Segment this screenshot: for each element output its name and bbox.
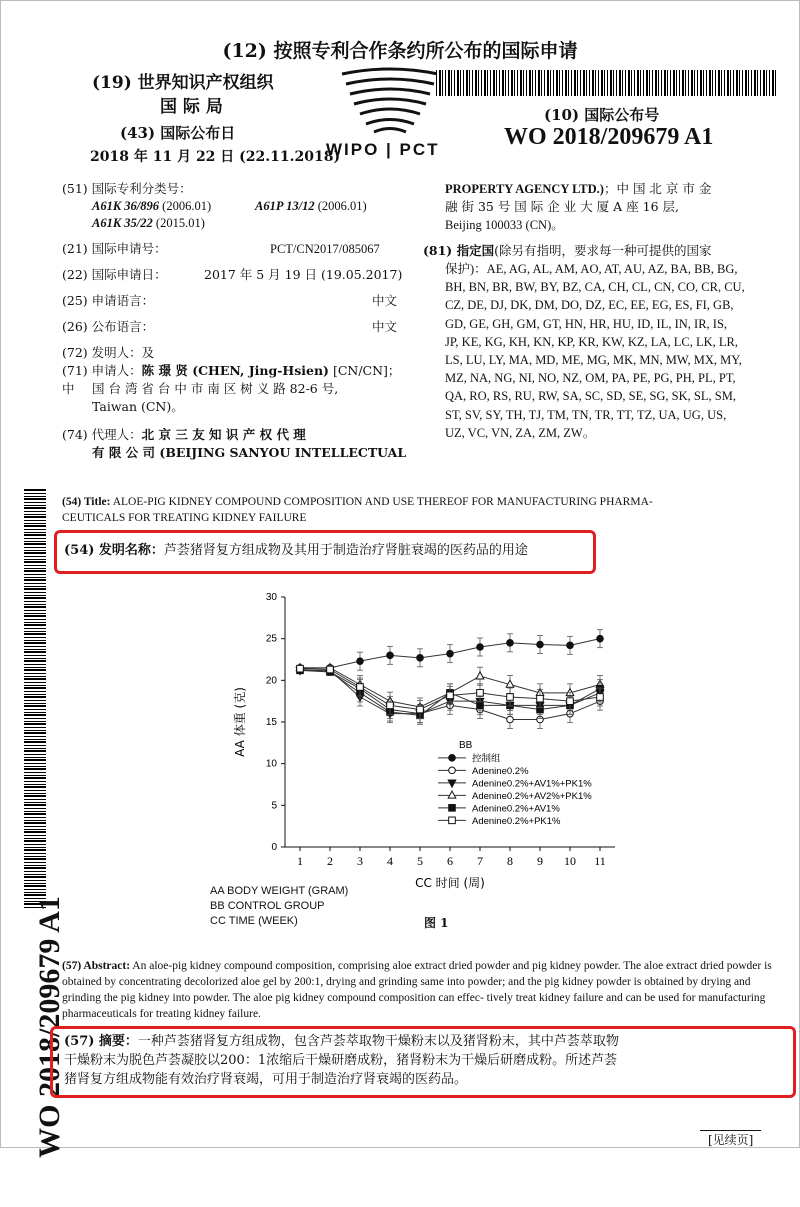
data-point — [387, 702, 394, 709]
document-title: (12) 按照专利合作条约所公布的国际申请 — [222, 40, 578, 62]
y-tick-label: 15 — [265, 717, 277, 728]
abstract-cn-line3: 猪肾复方组成物能有效治疗肾衰竭，可用于制造治疗肾衰竭的医药品。 — [64, 1072, 468, 1087]
agent-name-3: PROPERTY AGENCY LTD.) — [445, 182, 604, 196]
pub-no-label: (10) 国际公布号 — [544, 106, 660, 124]
states-line: BH, BN, BR, BW, BY, BZ, CA, CH, CL, CN, CO, CR, CU, — [445, 280, 745, 295]
x-tick-label: 10 — [564, 854, 576, 868]
abstract-en-label: (57) Abstract: — [62, 960, 131, 972]
data-point — [297, 665, 304, 672]
pub-lang-label: (26) 公布语言： — [62, 319, 155, 334]
agent-name-2: 有 限 公 司 (BEIJING SANYOU INTELLECTUAL — [92, 445, 407, 460]
applicant-address-2: Taiwan (CN)。 — [92, 399, 184, 414]
side-pub-number: WO 2018/209679 A1 — [33, 896, 66, 1158]
data-point — [477, 690, 484, 697]
x-tick-label: 7 — [477, 854, 483, 868]
figure-key-line: BB CONTROL GROUP — [210, 900, 325, 912]
pub-number: WO 2018/209679 A1 — [504, 124, 714, 150]
figure-caption: 图 1 — [424, 916, 449, 930]
data-point — [357, 658, 364, 665]
legend-marker — [448, 780, 456, 787]
data-point — [447, 692, 454, 699]
app-date-label: (22) 国际申请日： — [62, 267, 167, 282]
y-tick-label: 30 — [265, 592, 277, 603]
pub-date: 2018 年 11 月 22 日 (22.11.2018) — [90, 149, 341, 165]
ipc-ver-2: (2006.01) — [317, 199, 367, 213]
applicant-name: 陈 璟 贤 (CHEN, Jing-Hsien) — [141, 363, 329, 378]
states-line: 保护)：AE, AG, AL, AM, AO, AT, AU, AZ, BA, BB, BG, — [445, 262, 738, 276]
pub-date-label: (43) 国际公布日 — [120, 124, 236, 142]
agent-address-2: 融 街 35 号 国 际 企 业 大 厦 A 座 16 层, — [445, 199, 679, 214]
abstract-en — [62, 958, 772, 1022]
x-tick-label: 2 — [327, 854, 333, 868]
x-tick-label: 5 — [417, 854, 423, 868]
data-point — [357, 684, 364, 691]
data-point — [537, 641, 544, 648]
y-tick-label: 25 — [265, 633, 277, 645]
abstract-en-text: An aloe-pig kidney compound composition, comprising aloe extract dried powder and pig kidney powder. The aloe extract dried powder is obtained by concentrating decolorized aloe gel by 200:1, drying and grinding same into powder; and the pig kidney powder is obtained by drying and grinding the pig kidney into powder. The aloe pig kidney compound composition can effec- tively treat kidney failure and can be used for manufacturing pharmaceuticals for treating kidney failure. — [62, 960, 772, 1020]
data-point — [507, 694, 514, 701]
figure-key-line: AA BODY WEIGHT (GRAM) — [210, 885, 349, 897]
states-line: CZ, DE, DJ, DK, DM, DO, DZ, EC, EE, EG, ES, FI, GB, — [445, 298, 734, 313]
applicant-address-1: 国 台 湾 省 台 中 市 南 区 树 义 路 82-6 号, — [92, 381, 339, 396]
applicant-label: (71) 申请人： — [62, 363, 142, 378]
inventor-label: (72) 发明人：及 — [62, 345, 155, 360]
abstract-cn-line2: 干燥粉末为脱色芦荟凝胶以200：1浓缩后干燥研磨成粉，猪肾粉末为干燥后研磨成粉。所述芦荟 — [64, 1053, 618, 1068]
ipc-ver-1: (2006.01) — [162, 199, 212, 213]
agent-label: (74) 代理人： — [62, 427, 142, 442]
x-tick-label: 8 — [507, 854, 513, 868]
y-tick-label: 20 — [265, 675, 277, 687]
filing-lang-label: (25) 申请语言： — [62, 293, 155, 308]
abstract-cn — [64, 1032, 784, 1089]
ipc-label: (51) 国际专利分类号： — [62, 181, 192, 196]
legend-title: BB — [459, 739, 473, 751]
designated-states — [445, 260, 745, 442]
title-cn-label: (54) 发明名称： — [64, 543, 164, 558]
legend-marker — [449, 767, 456, 774]
y-tick-label: 10 — [265, 758, 277, 770]
states-intro: (除另有指明，要求每一种可提供的国家 — [494, 243, 712, 258]
applicant-nationality: [CN/CN]；中 — [62, 363, 401, 396]
data-point — [597, 694, 604, 701]
barcode — [436, 70, 778, 96]
ipc-code-1: A61K 36/896 — [92, 199, 160, 213]
pub-lang: 中文 — [372, 319, 398, 334]
figure-key — [210, 884, 348, 929]
body-weight-chart — [200, 585, 630, 890]
side-barcode — [24, 488, 46, 908]
legend-label: Adenine0.2% — [472, 765, 529, 777]
filing-lang: 中文 — [372, 293, 398, 308]
x-tick-label: 9 — [537, 854, 543, 868]
data-point — [387, 652, 394, 659]
data-point — [567, 698, 574, 705]
org-bureau: 国 际 局 — [160, 97, 223, 117]
states-line: LS, LU, LY, MA, MD, ME, MG, MK, MN, MW, MX, MY, — [445, 353, 742, 368]
ipc-code-3: A61K 35/22 — [92, 216, 153, 230]
data-point — [417, 655, 424, 662]
y-axis-label: AA 体重 (克) — [233, 687, 247, 757]
title-en-label: (54) Title: — [62, 496, 111, 508]
data-point — [507, 640, 514, 647]
legend-label: Adenine0.2%+PK1% — [472, 815, 561, 827]
data-point — [417, 706, 424, 713]
x-tick-label: 11 — [594, 854, 606, 868]
abstract-cn-line1: 一种芦荟猪肾复方组成物，包含芦荟萃取物干燥粉末以及猪肾粉末，其中芦荟萃取物 — [137, 1034, 619, 1049]
org-name: (19) 世界知识产权组织 — [92, 73, 274, 93]
ipc-ver-3: (2015.01) — [155, 216, 205, 230]
title-cn: 芦荟猪肾复方组成物及其用于制造治疗肾脏衰竭的医药品的用途 — [163, 543, 528, 558]
y-tick-label: 5 — [271, 800, 277, 812]
x-tick-label: 6 — [447, 854, 453, 868]
y-tick-label: 0 — [271, 842, 277, 853]
x-tick-label: 1 — [297, 854, 303, 868]
legend-marker — [449, 805, 456, 812]
data-point — [476, 672, 484, 679]
legend-marker — [449, 755, 456, 762]
states-line: GD, GE, GH, GM, GT, HN, HR, HU, ID, IL, IN, IR, IS, — [445, 316, 728, 331]
continued-label: [见续页] — [700, 1130, 761, 1148]
x-tick-label: 3 — [357, 854, 363, 868]
data-point — [567, 642, 574, 649]
legend-label: Adenine0.2%+AV1% — [472, 803, 560, 815]
states-line: UZ, VC, VN, ZA, ZM, ZW。 — [445, 425, 596, 440]
states-line: ST, SV, SY, TH, TJ, TM, TN, TR, TT, TZ, UA, UG, US, — [445, 407, 727, 422]
states-label: (81) 指定国 — [423, 243, 495, 258]
wipo-pct-text: WIPO | PCT — [326, 140, 440, 159]
states-line: JP, KE, KG, KH, KN, KP, KR, KW, KZ, LA, LC, LK, LR, — [445, 334, 738, 349]
data-point — [447, 650, 454, 657]
legend-label: 控制组 — [472, 753, 501, 765]
legend-marker — [449, 817, 456, 824]
figure-key-line: CC TIME (WEEK) — [210, 915, 298, 927]
x-axis-label: CC 时间 (周) — [415, 876, 485, 890]
title-en-line1: ALOE-PIG KIDNEY COMPOUND COMPOSITION AND USE THEREOF FOR MANUFACTURING PHARMA- — [112, 496, 653, 508]
x-tick-label: 4 — [387, 854, 393, 868]
states-line: MZ, NA, NG, NI, NO, NZ, OM, PA, PE, PG, PH, PL, PT, — [445, 371, 736, 386]
agent-address-1: ；中 国 北 京 市 金 — [603, 181, 712, 196]
app-date: 2017 年 5 月 19 日 (19.05.2017) — [204, 267, 403, 282]
legend-marker — [448, 791, 456, 798]
title-en-line2: CEUTICALS FOR TREATING KIDNEY FAILURE — [62, 512, 307, 524]
data-point — [537, 695, 544, 702]
app-no: PCT/CN2017/085067 — [270, 242, 380, 256]
legend-label: Adenine0.2%+AV1%+PK1% — [472, 778, 592, 790]
data-point — [597, 635, 604, 642]
app-no-label: (21) 国际申请号： — [62, 241, 167, 256]
data-point — [327, 666, 334, 673]
data-point — [477, 644, 484, 651]
ipc-code-2: A61P 13/12 — [255, 199, 315, 213]
legend-label: Adenine0.2%+AV2%+PK1% — [472, 790, 592, 802]
states-line: QA, RO, RS, RU, RW, SA, SC, SD, SE, SG, SK, SL, SM, — [445, 389, 736, 404]
agent-address-3: Beijing 100033 (CN)。 — [445, 218, 564, 232]
data-point — [477, 702, 484, 709]
data-point — [507, 716, 514, 723]
agent-name-1: 北 京 三 友 知 识 产 权 代 理 — [141, 427, 306, 442]
abstract-cn-label: (57) 摘要： — [64, 1034, 138, 1049]
